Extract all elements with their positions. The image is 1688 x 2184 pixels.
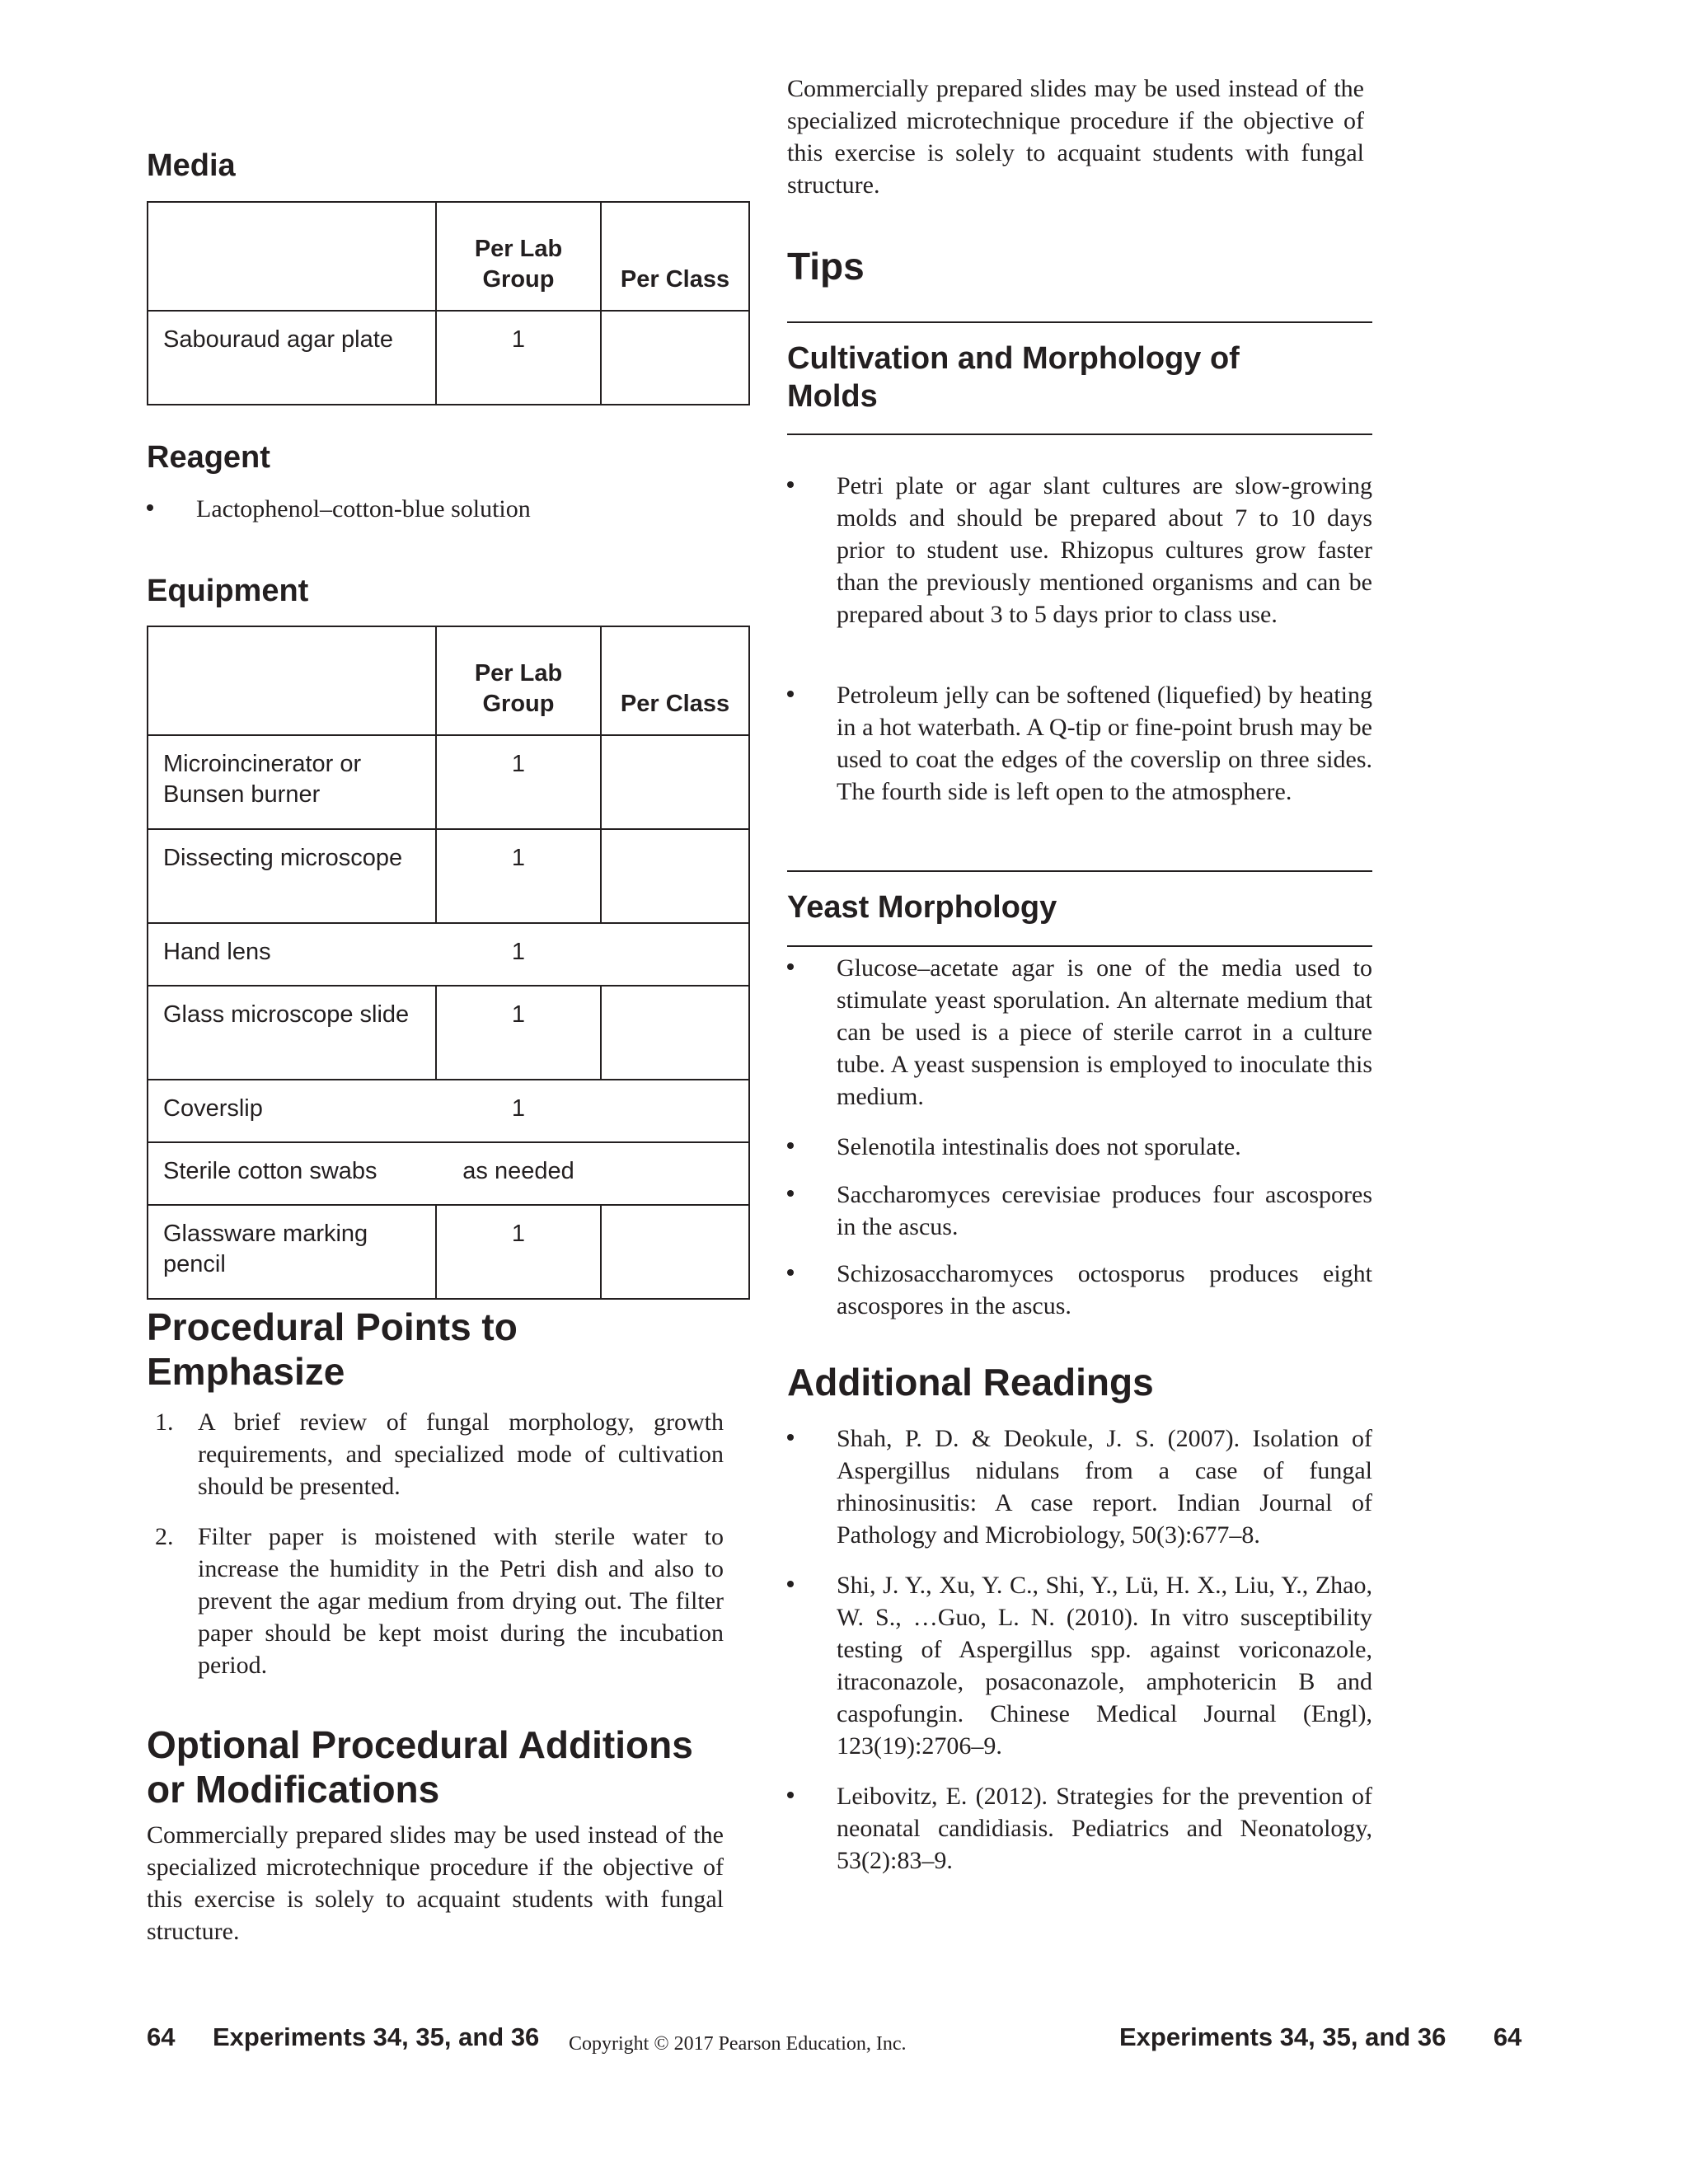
table-row: Coverslip 1 bbox=[148, 1080, 749, 1142]
bullet-icon bbox=[787, 1581, 794, 1587]
col-per-lab-group: Per Lab Group bbox=[436, 626, 601, 735]
table-row: Glass microscope slide 1 bbox=[148, 986, 749, 1080]
list-item: Glucose–acetate agar is one of the media used to stimulate yeast sporulation. An alternate medium that can be used is a piece of sterile carrot in a culture tube. A yeast suspension is employed to inoculate this medium. bbox=[787, 952, 1372, 1117]
footer-right bbox=[1119, 2021, 1522, 2055]
list-item: Petroleum jelly can be softened (liquefied) by heating in a hot waterbath. A Q-tip or fine-point brush may be used to coat the edges of the coverslip on three sides. The fourth side is left open to the atmosphere. bbox=[787, 679, 1372, 844]
cultivation-heading: Cultivation and Morphology of Molds bbox=[787, 341, 1240, 414]
table-row: Hand lens 1 bbox=[148, 923, 749, 986]
media-table bbox=[147, 201, 750, 405]
col-per-lab-group: Per Lab Group bbox=[436, 202, 601, 311]
list-item: Schizosaccharomyces octosporus produces eight ascospores in the ascus. bbox=[787, 1258, 1372, 1324]
divider bbox=[787, 945, 1372, 947]
bullet-icon bbox=[787, 481, 794, 488]
table-row: Sterile cotton swabs as needed bbox=[148, 1142, 749, 1205]
divider bbox=[787, 321, 1372, 323]
yeast-heading: Yeast Morphology bbox=[787, 890, 1057, 925]
optional-heading: Optional Procedural Additions or Modifications bbox=[147, 1723, 693, 1811]
reagent-heading: Reagent bbox=[147, 440, 270, 475]
equipment-table-header bbox=[148, 626, 749, 735]
divider bbox=[787, 434, 1372, 435]
table-row: Glassware marking pencil 1 bbox=[148, 1205, 749, 1299]
media-table-header bbox=[148, 202, 749, 311]
page-number-right: 64 bbox=[1493, 2022, 1522, 2051]
bullet-icon bbox=[787, 963, 794, 970]
running-title-right: Experiments 34, 35, and 36 bbox=[1119, 2022, 1447, 2051]
page-number-left: 64 bbox=[147, 2022, 176, 2051]
table-row: Sabouraud agar plate 1 bbox=[148, 311, 749, 405]
bullet-icon bbox=[787, 1434, 794, 1441]
optional-paragraph: Commercially prepared slides may be used instead of the specialized microtechnique procedure if the objective of this exercise is solely to acquaint students with fungal structure. bbox=[147, 1821, 724, 1945]
table-row: Dissecting microscope 1 bbox=[148, 829, 749, 923]
equipment-heading: Equipment bbox=[147, 574, 309, 608]
col-per-class: Per Class bbox=[601, 202, 749, 311]
bullet-icon bbox=[787, 1142, 794, 1149]
list-item: Lactophenol–cotton-blue solution bbox=[147, 493, 724, 526]
bullet-icon bbox=[787, 1269, 794, 1276]
list-item: 1. A brief review of fungal morphology, growth requirements, and specialized mode of cultivation should be presented. bbox=[155, 1408, 724, 1500]
tips-heading: Tips bbox=[787, 245, 865, 288]
bullet-icon bbox=[787, 1792, 794, 1798]
optional-paragraph-continued: Commercially prepared slides may be used instead of the specialized microtechnique procedure if the objective of this exercise is solely to acquaint students with fungal structure. bbox=[787, 75, 1364, 199]
list-item: Petri plate or agar slant cultures are slow-growing molds and should be prepared about 7 to 10 days prior to student use. Rhizopus cultures grow faster than the previously mentioned organisms and can be prepared about 3 to 5 days prior to class use. bbox=[787, 470, 1372, 668]
list-item: Saccharomyces cerevisiae produces four ascospores in the ascus. bbox=[787, 1179, 1372, 1244]
list-item: Leibovitz, E. (2012). Strategies for the prevention of neonatal candidiasis. Pediatrics and Neonatology, 53(2):83–9. bbox=[787, 1780, 1372, 1879]
list-item: 2. Filter paper is moistened with sterile water to increase the humidity in the Petri dish and also to prevent the agar medium from drying out. The filter paper should be kept moist during the incubation period. bbox=[155, 1523, 724, 1679]
divider bbox=[787, 870, 1372, 872]
bullet-icon bbox=[147, 504, 153, 511]
footer bbox=[147, 2021, 539, 2055]
readings-heading: Additional Readings bbox=[787, 1361, 1154, 1404]
running-title-left: Experiments 34, 35, and 36 bbox=[212, 2022, 540, 2051]
bullet-icon bbox=[787, 691, 794, 697]
list-item: Shi, J. Y., Xu, Y. C., Shi, Y., Lü, H. X., Liu, Y., Zhao, W. S., …Guo, L. N. (2010). In vitro susceptibility testing of Aspergillus spp. against voriconazole, itraconazole, posaconazole, amphotericin B and caspofungin. Chinese Medical Journal (Engl), 123(19):2706–9. bbox=[787, 1569, 1372, 1767]
procedural-heading: Procedural Points to Emphasize bbox=[147, 1305, 518, 1393]
col-per-class: Per Class bbox=[601, 626, 749, 735]
table-row: Microincinerator or Bunsen burner 1 bbox=[148, 735, 749, 829]
footer-copyright: Copyright © 2017 Pearson Education, Inc. bbox=[569, 2033, 907, 2055]
list-item: Shah, P. D. & Deokule, J. S. (2007). Isolation of Aspergillus nidulans from a case of fungal rhinosinusitis: A case report. Indian Journal of Pathology and Microbiology, 50(3):677–8. bbox=[787, 1422, 1372, 1554]
bullet-icon bbox=[787, 1190, 794, 1197]
equipment-table bbox=[147, 626, 750, 1300]
list-item: Selenotila intestinalis does not sporulate. bbox=[787, 1131, 1372, 1164]
media-heading: Media bbox=[147, 148, 236, 183]
